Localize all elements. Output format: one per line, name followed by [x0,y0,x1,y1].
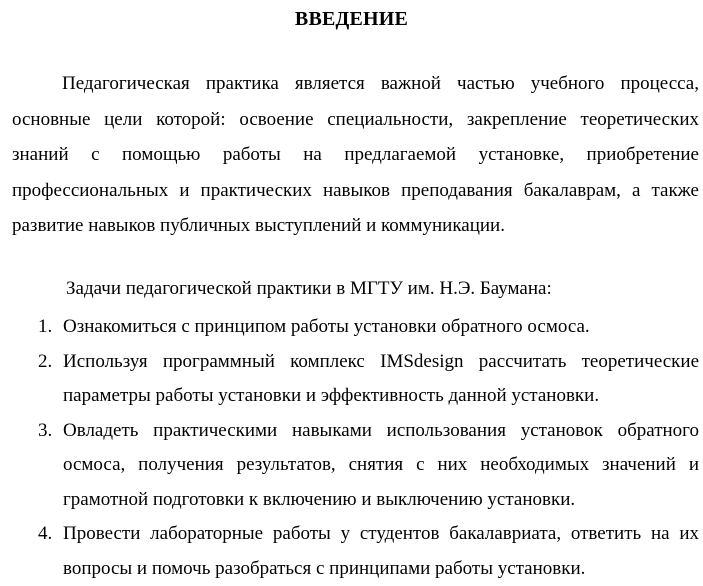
intro-paragraph: Педагогическая практика является важной частью учебного процесса, основные цели которой: освоение специальности, закрепление теоретических знаний с помощью работы на предлагаемой установке, приобретение профессиональных и практических навыков преподавания бакалаврам, а также развитие навыков публичных выступлений и коммуникации. [12,73,699,236]
task-text: Используя программный комплекс IMSdesign рассчитать теоретические параметры работы установки и эффективность данной установки. [63,350,699,406]
task-text: Провести лабораторные работы у студентов бакалавриата, ответить на их вопросы и помочь разобраться с принципами работы установки. [63,523,699,579]
task-text: Ознакомиться с принципом работы установки обратного осмоса. [63,316,590,337]
task-number: 2. [38,350,53,372]
task-number: 1. [38,316,53,337]
task-item-4 [0,517,703,586]
tasks-heading: Задачи педагогической практики в МГТУ им. Н.Э. Баумана: [66,278,552,299]
tasks-list [0,310,703,586]
task-item-1 [0,310,703,345]
task-item-2 [0,345,703,414]
task-item-3 [0,414,703,518]
page-title: ВВЕДЕНИЕ [294,8,409,30]
task-number: 4. [38,523,53,544]
task-text: Овладеть практическими навыками использования установок обратного осмоса, получения результатов, снятия с них необходимых значений и грамотной подготовки к включению и выключению установки. [63,419,699,510]
task-number: 3. [38,419,53,441]
